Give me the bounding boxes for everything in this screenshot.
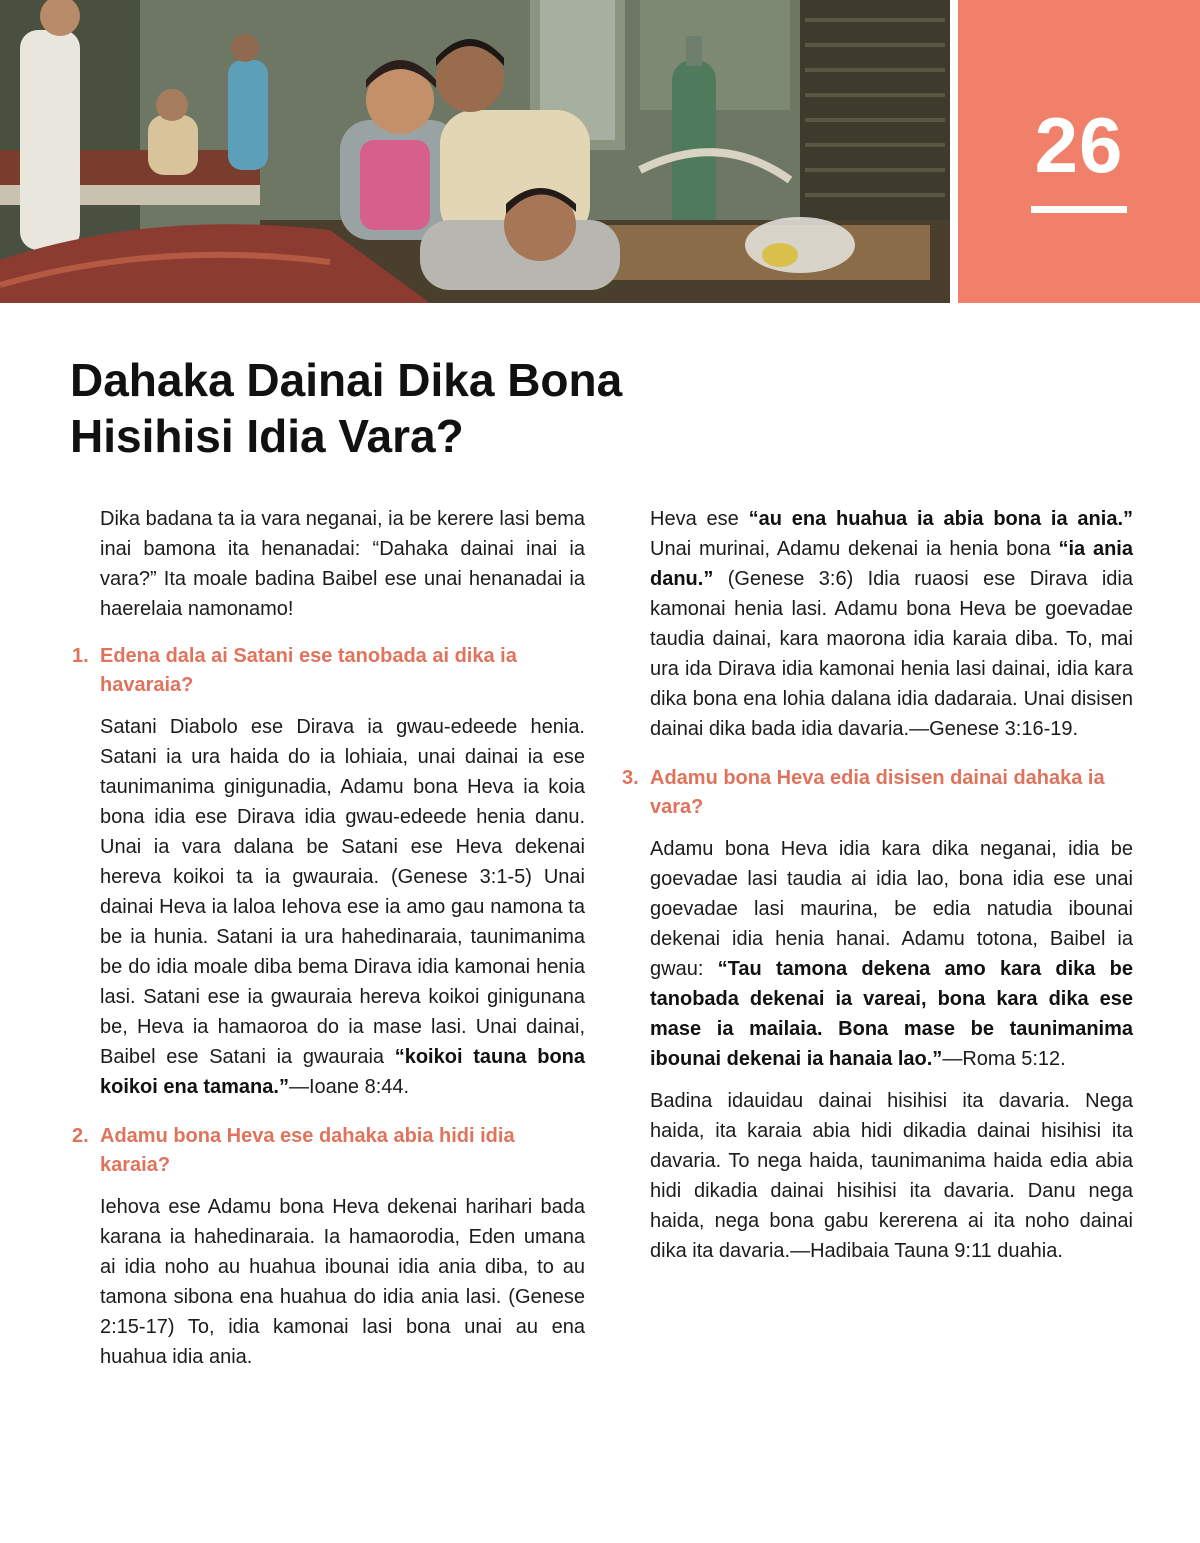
continuation-quote-2: “ia ania danu.”	[650, 538, 1133, 590]
header-photo	[0, 0, 950, 303]
question-2-continuation	[620, 504, 1133, 744]
question-2-number: 2.	[72, 1125, 89, 1147]
hospital-family-photo-icon	[0, 0, 950, 303]
question-1-quote: “koikoi tauna bona koikoi ena tamana.”	[100, 1046, 585, 1098]
question-3-heading	[620, 764, 1133, 822]
question-3-quote: “Tau tamona dekena amo kara dika be tanobada dekenai ia vareai, bona kara dika ese mase ia mailaia. Bona mase be taunimanima ibounai dekenai ia hanaia lao.”	[650, 958, 1133, 1070]
question-2-text: Adamu bona Heva ese dahaka abia hidi idia karaia?	[100, 1125, 515, 1176]
question-3-reference: —Roma 5:12.	[942, 1048, 1066, 1070]
continuation-text-2: Unai murinai, Adamu dekenai ia henia bona	[650, 538, 1059, 560]
question-1-text: Edena dala ai Satani ese tanobada ai dika ia havaraia?	[100, 645, 517, 696]
question-3-paragraph	[620, 834, 1133, 1074]
page-title-line-2: Hisihisi Idia Vara?	[70, 410, 464, 462]
lesson-number-tab	[958, 0, 1200, 303]
closing-paragraph: Badina idauidau dainai hisihisi ita davaria. Nega haida, ita karaia abia hidi dikadia dainai hisihisi ita davaria. To nega haida, taunimanima haida edia abia hidi dikadia dainai hisihisi ita davaria. Danu nega haida, nega bona gabu kererena ai ita noho dainai dika ita davaria.—Hadibaia Tauna 9:11 duahia.	[650, 1090, 1133, 1262]
page-title	[70, 352, 770, 464]
question-3-number: 3.	[622, 767, 639, 789]
intro-paragraph: Dika badana ta ia vara neganai, ia be kerere lasi bema inai bamona ita henanadai: “Dahaka dainai inai ia vara?” Ita moale badina Baibel ese unai henanadai ia haerelaia namonamo!	[100, 508, 585, 620]
continuation-text-3: (Genese 3:6) Idia ruaosi ese Dirava idia kamonai henia lasi. Adamu bona Heva be goevadae taudia dainai, kara maorona idia karaia diba. To, mai ura ida Dirava idia kamonai henia lasi dainai, idia kara dika bona ena lohia dalana idia dadaraia. Unai disisen dainai dika bada idia davaria.—Genese 3:16-19.	[650, 568, 1133, 740]
question-1-number: 1.	[72, 645, 89, 667]
right-column	[620, 504, 1133, 1266]
question-3-body: Adamu bona Heva idia kara dika neganai, idia be goevadae lasi taudia ai idia lao, bona idia ese unai goevadae lasi maurina, be edia natudia ibounai dekenai idia henia hanai. Adamu totona, Baibel ia gwau:	[650, 838, 1133, 980]
question-3-text: Adamu bona Heva edia disisen dainai dahaka ia vara?	[650, 767, 1105, 818]
question-1-heading	[70, 642, 585, 700]
lesson-number: 26	[1034, 101, 1124, 189]
lesson-number-underline	[1031, 206, 1127, 213]
question-1-paragraph	[70, 712, 585, 1102]
question-1-body: Satani Diabolo ese Dirava ia gwau-edeede henia. Satani ia ura haida do ia lohiaia, unai dainai ia ese taunimanima ginigunadia, Adamu bona Heva ia koia bona idia ese Dirava idia gwau-edeede henia danu. Unai ia vara dalana be Satani ese Heva dekenai hereva koikoi ta ia gwauraia. (Genese 3:1-5) Unai dainai Heva ia laloa Iehova ese ia amo gau namona ta be ia hunia. Satani ia ura hahedinaraia, taunimanima be do idia moale diba bema Dirava idia kamonai henia lasi. Satani ese ia gwauraia hereva koikoi ginigunana be, Heva ia hamaoroa do ia mase lasi. Unai dainai, Baibel ese Satani ia gwauraia	[100, 716, 585, 1068]
continuation-text-1: Heva ese	[650, 508, 749, 530]
question-1-reference: —Ioane 8:44.	[288, 1076, 410, 1098]
left-column	[70, 504, 585, 1372]
question-2-heading	[70, 1122, 585, 1180]
question-2-paragraph: Iehova ese Adamu bona Heva dekenai harihari bada karana ia hahedinaraia. Ia hamaorodia, Eden umana ai idia noho au huahua ibounai idia ania diba, to au tamona sibona ena huahua do idia ania lasi. (Genese 2:15-17) To, idia kamonai lasi bona unai au ena huahua idia ania.	[100, 1196, 585, 1368]
continuation-quote-1: “au ena huahua ia abia bona ia ania.”	[748, 508, 1133, 530]
page-title-line-1: Dahaka Dainai Dika Bona	[70, 354, 623, 406]
